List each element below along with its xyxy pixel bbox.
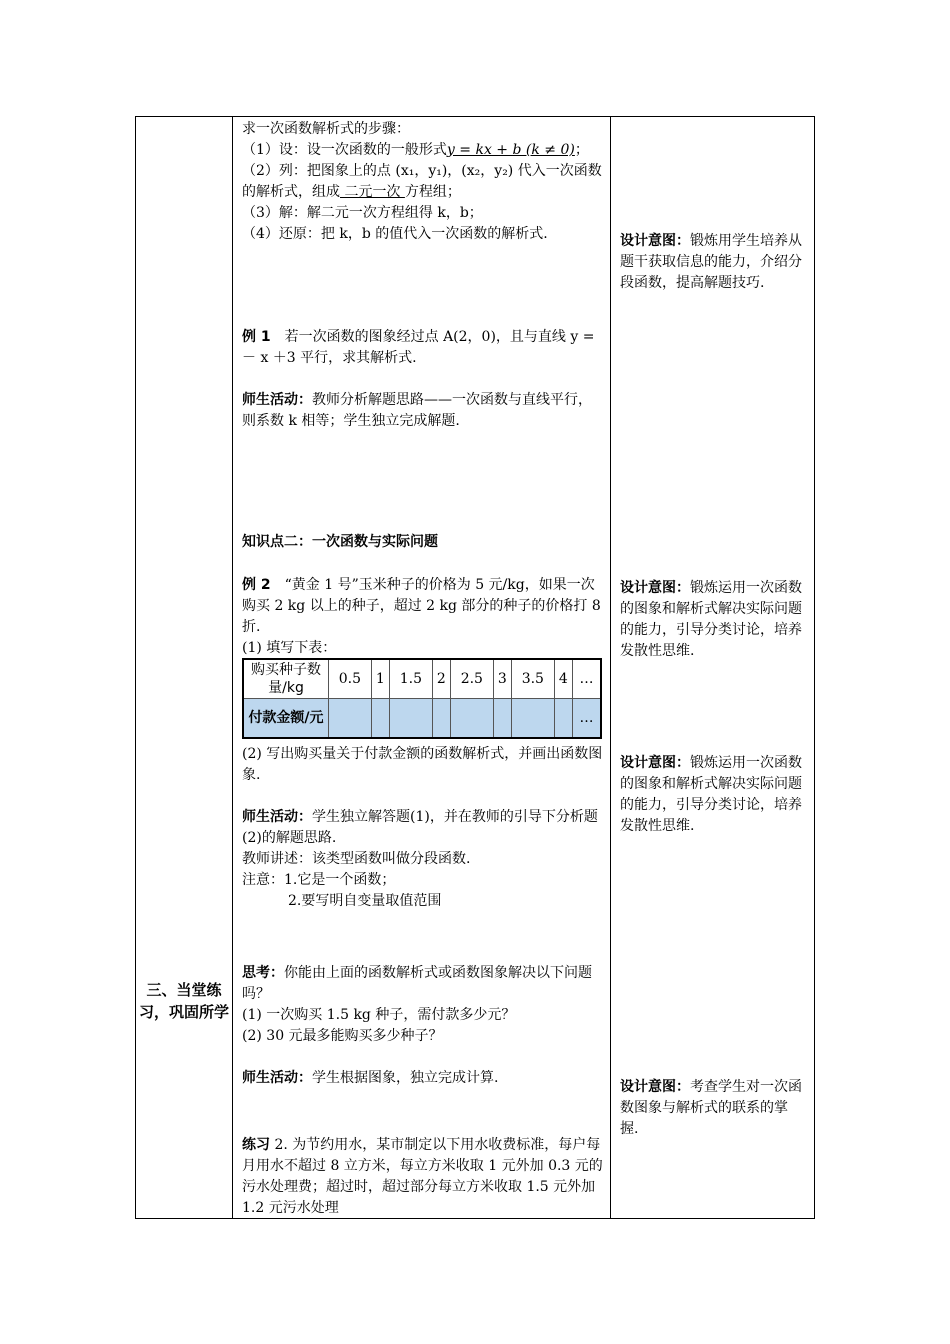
step-1-2: （1）设：设一次函数的一般形式y = kx + b (k ≠ 0)； （2）列：把图象上的点 (x₁，y₁)，(x₂，y₂) 代入一次函数的解析式，组成 二元一次 方程组；	[242, 142, 602, 200]
think-label: 思考：	[242, 965, 284, 981]
think-q2: (2) 30 元最多能购买多少种子？	[242, 1028, 443, 1044]
example-2-text: “黄金 1 号”玉米种子的价格为 5 元/kg，如果一次购买 2 kg 以上的种子，超过 2 kg 部分的种子的价格打 8 折.	[242, 577, 601, 635]
design-intent-1	[620, 231, 806, 294]
note-2: 2.要写明自变量取值范围	[288, 893, 442, 909]
table-cell	[493, 699, 511, 739]
exercise-2	[242, 1135, 604, 1219]
step-3: （3）解：解二元一次方程组得 k，b；	[242, 205, 483, 221]
design-text: 锻炼运用一次函数的图象和解析式解决实际问题的能力，引导分类讨论，培养发散性思维.	[620, 580, 802, 659]
step-4: （4）还原：把 k，b 的值代入一次函数的解析式.	[242, 226, 548, 242]
table-cell	[450, 699, 493, 739]
example-2-q1: (1) 填写下表：	[242, 640, 337, 656]
example-2-label: 例 2	[242, 577, 271, 593]
design-intent-3	[620, 753, 806, 837]
example-1	[242, 327, 604, 432]
table-cell	[432, 699, 450, 739]
table-cell: …	[572, 699, 601, 739]
table-cell	[511, 699, 554, 739]
table-cell	[554, 699, 572, 739]
column-divider	[232, 117, 233, 1218]
table-cell: 2	[432, 659, 450, 699]
design-label: 设计意图：	[620, 580, 690, 596]
design-text: 考查学生对一次函数图象与解析式的联系的掌握.	[620, 1079, 802, 1137]
example-2	[242, 575, 604, 659]
design-text: 锻炼运用一次函数的图象和解析式解决实际问题的能力，引导分类讨论，培养发散性思维.	[620, 755, 802, 834]
activity-label: 师生活动：	[242, 809, 312, 825]
activity-text: 学生独立解答题(1)，并在教师的引导下分析题(2)的解题思路.	[242, 809, 598, 846]
table-cell: …	[572, 659, 601, 699]
activity-label: 师生活动：	[242, 1070, 312, 1086]
general-form: y = kx + b (k ≠ 0)	[446, 142, 575, 158]
table-cell: 3	[493, 659, 511, 699]
note-1: 注意：1.它是一个函数；	[242, 872, 396, 888]
row-head-quantity: 购买种子数量/kg	[243, 659, 329, 699]
table-cell	[371, 699, 389, 739]
example-2-part2	[242, 744, 604, 912]
example-2-q2: (2) 写出购买量关于付款金额的函数解析式，并画出函数图象.	[242, 746, 603, 783]
table-cell: 3.5	[511, 659, 554, 699]
example-1-text: 若一次函数的图象经过点 A(2，0)，且与直线 y = － x ＋3 平行，求其解析式.	[242, 329, 595, 366]
table-cell	[329, 699, 372, 739]
table-cell	[389, 699, 432, 739]
section-label: 三、当堂练习，巩固所学	[138, 981, 229, 1021]
example-1-label: 例 1	[242, 329, 271, 345]
exercise-text: 2. 为节约用水，某市制定以下用水收费标准，每户每月用水不超过 8 立方米，每立方米收取 1 元外加 0.3 元的污水处理费；超过时，超过部分每立方米收取 1.5 元外加 1.2 元污水处理	[242, 1137, 603, 1216]
design-intent-4	[620, 1077, 806, 1140]
column-divider	[610, 117, 611, 1218]
row-head-payment: 付款金额/元	[243, 699, 329, 739]
exercise-label: 练习	[242, 1137, 270, 1153]
table-cell: 1.5	[389, 659, 432, 699]
activity-label: 师生活动：	[242, 392, 312, 408]
think-block	[242, 963, 604, 1089]
lesson-table	[135, 116, 815, 1219]
design-intent-2	[620, 578, 806, 662]
table-cell: 1	[371, 659, 389, 699]
teacher-note: 教师讲述：该类型函数叫做分段函数.	[242, 851, 471, 867]
activity-text: 学生根据图象，独立完成计算.	[312, 1070, 499, 1086]
steps-title: 求一次函数解析式的步骤：	[242, 121, 410, 137]
table-cell: 0.5	[329, 659, 372, 699]
design-label: 设计意图：	[620, 233, 690, 249]
design-label: 设计意图：	[620, 755, 690, 771]
table-cell: 4	[554, 659, 572, 699]
think-text: 你能由上面的函数解析式或函数图象解决以下问题吗？	[242, 965, 592, 1002]
fill-in-table	[242, 658, 602, 739]
blank-answer: 二元一次	[340, 184, 405, 200]
steps-block	[242, 119, 604, 245]
activity-text: 教师分析解题思路——一次函数与直线平行，则系数 k 相等；学生独立完成解题.	[242, 392, 592, 429]
think-q1: (1) 一次购买 1.5 kg 种子，需付款多少元？	[242, 1007, 516, 1023]
knowledge-point-2: 知识点二：一次函数与实际问题	[242, 534, 438, 550]
table-cell: 2.5	[450, 659, 493, 699]
design-label: 设计意图：	[620, 1079, 690, 1095]
design-text: 锻炼用学生培养从题干获取信息的能力，介绍分段函数，提高解题技巧.	[620, 233, 802, 291]
